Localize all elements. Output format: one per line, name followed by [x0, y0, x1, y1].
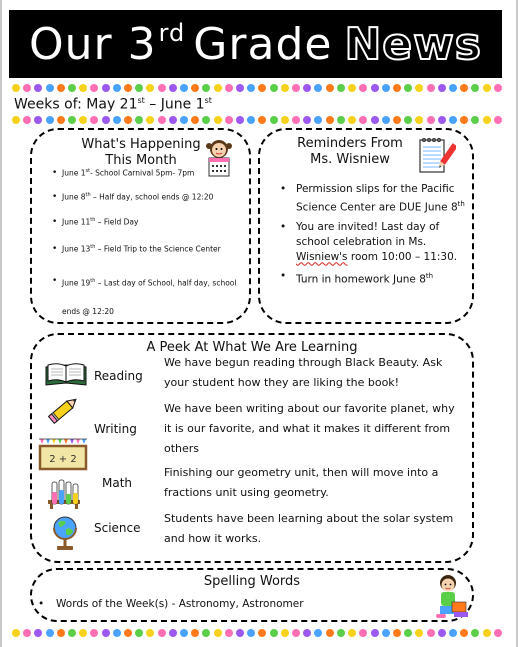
decorative-dot [214, 629, 222, 637]
decorative-dot [483, 84, 491, 92]
decorative-dot [102, 116, 110, 124]
spelling-item: • Words of the Week(s) - Astronomy, Astronomer [38, 598, 304, 610]
decorative-dot [225, 84, 233, 92]
decorative-dot [449, 629, 457, 637]
decorative-dot [348, 629, 356, 637]
decorative-dot [438, 116, 446, 124]
decorative-dot [427, 84, 435, 92]
decorative-dot [68, 84, 76, 92]
decorative-dot [427, 116, 435, 124]
decorative-dot [270, 629, 278, 637]
decorative-dot [102, 84, 110, 92]
weeks-end: June 1 [160, 96, 205, 113]
decorative-dot [393, 84, 401, 92]
happening-item-date: June 1 [62, 168, 86, 178]
happening-item-sup: st [85, 168, 91, 174]
newsletter-header [9, 10, 502, 78]
decorative-dot [348, 116, 356, 124]
decorative-dot [281, 84, 289, 92]
decorative-dot [79, 629, 87, 637]
decorative-dot [180, 116, 188, 124]
decorative-dot [460, 116, 468, 124]
whats-happening-title [76, 137, 206, 169]
decorative-dot [258, 84, 266, 92]
decorative-dot [382, 116, 390, 124]
decorative-dot [23, 84, 31, 92]
decorative-dot [191, 84, 199, 92]
decorative-dot [68, 116, 76, 124]
decorative-dot [225, 629, 233, 637]
decorative-dot [158, 116, 166, 124]
reminder-item [280, 269, 466, 288]
happening-item-sup: th [90, 243, 96, 250]
decorative-dot [90, 84, 98, 92]
decorative-dot [90, 116, 98, 124]
decorative-dot [46, 84, 54, 92]
decorative-dot [393, 629, 401, 637]
decorative-dot [460, 629, 468, 637]
decorative-dot [214, 116, 222, 124]
globe-icon [50, 513, 80, 553]
reminder-sup: th [425, 271, 434, 280]
decorative-dot [34, 84, 42, 92]
reminder-time: room 10:00 – 11:30. [347, 250, 458, 263]
spelling-list [38, 598, 304, 610]
open-book-icon [44, 361, 88, 387]
decorative-dot [34, 629, 42, 637]
happening-item [52, 217, 248, 227]
decorative-dot [57, 629, 65, 637]
decorative-dot [494, 84, 502, 92]
reminder-text: You are invited! Last day of school celebration in Ms. [296, 220, 440, 248]
happening-item-date: June 19 [62, 278, 91, 288]
decorative-dot [146, 116, 154, 124]
decorative-dot [494, 116, 502, 124]
decorative-dot [270, 116, 278, 124]
title-superscript: rd [158, 18, 186, 47]
whats-happening-title-line1: What's Happening [81, 137, 201, 152]
decorative-dot [471, 116, 479, 124]
decorative-dot [326, 84, 334, 92]
decorative-dot [359, 629, 367, 637]
decorative-dot [337, 84, 345, 92]
newsletter-title [29, 19, 482, 70]
decorative-dot [158, 84, 166, 92]
decorative-dot [449, 84, 457, 92]
spelling-title: Spelling Words [203, 574, 301, 589]
chalkboard-icon [38, 437, 88, 471]
decorative-dot [483, 629, 491, 637]
decorative-dot [314, 629, 322, 637]
decorative-dot [169, 116, 177, 124]
chalkboard-equation: 2 + 2 [49, 454, 77, 465]
dot-border-top [12, 83, 502, 93]
whats-happening-title-line2: This Month [105, 153, 177, 168]
decorative-dot [281, 116, 289, 124]
decorative-dot [236, 629, 244, 637]
decorative-dot [359, 116, 367, 124]
weeks-label: Weeks of [14, 96, 78, 113]
weeks-end-sup: st [204, 96, 212, 105]
reminder-name: Wisniew's [296, 250, 348, 263]
decorative-dot [180, 84, 188, 92]
reminder-item [280, 220, 466, 265]
decorative-dot [202, 84, 210, 92]
decorative-dot [90, 629, 98, 637]
decorative-dot [23, 116, 31, 124]
decorative-dot [46, 116, 54, 124]
happening-item-text: – Field Day [95, 217, 139, 227]
dot-border-bottom [12, 628, 502, 638]
decorative-dot [180, 629, 188, 637]
decorative-dot [57, 116, 65, 124]
weeks-dash: – [144, 96, 161, 113]
decorative-dot [314, 116, 322, 124]
decorative-dot [483, 116, 491, 124]
decorative-dot [371, 84, 379, 92]
math-label: Math [102, 476, 133, 490]
decorative-dot [494, 629, 502, 637]
spelling-box [30, 568, 474, 622]
decorative-dot [79, 84, 87, 92]
decorative-dot [135, 629, 143, 637]
math-text: Finishing our geometry unit, then will move into a fractions unit using geometry. [164, 466, 439, 499]
decorative-dot [12, 629, 20, 637]
happening-item [52, 168, 248, 178]
weeks-start-sup: st [137, 96, 145, 105]
decorative-dot [68, 629, 76, 637]
happening-item-date: June 8 [62, 192, 86, 201]
weeks-start: May 21 [86, 96, 138, 113]
decorative-dot [124, 84, 132, 92]
decorative-dot [202, 629, 210, 637]
reminders-title-line2: Ms. Wisniew [310, 152, 390, 167]
happening-item [52, 267, 248, 326]
whats-happening-box [30, 128, 251, 324]
decorative-dot [292, 629, 300, 637]
science-label: Science [94, 521, 141, 535]
decorative-dot [314, 84, 322, 92]
decorative-dot [415, 84, 423, 92]
decorative-dot [247, 629, 255, 637]
decorative-dot [191, 116, 199, 124]
decorative-dot [427, 629, 435, 637]
happening-item [52, 244, 248, 254]
title-part-news: News [344, 18, 482, 70]
decorative-dot [438, 629, 446, 637]
decorative-dot [460, 84, 468, 92]
decorative-dot [415, 629, 423, 637]
decorative-dot [202, 116, 210, 124]
title-part-grade: Grade [193, 18, 333, 70]
decorative-dot [158, 629, 166, 637]
happening-item-text: – Last day of School, half day, school ends @ 12:20 [62, 278, 237, 316]
happening-list [52, 168, 248, 326]
decorative-dot [146, 84, 154, 92]
decorative-dot [449, 116, 457, 124]
learning-box [30, 333, 474, 563]
decorative-dot [471, 629, 479, 637]
decorative-dot [303, 629, 311, 637]
happening-item-date: June 11 [62, 217, 91, 227]
decorative-dot [337, 116, 345, 124]
decorative-dot [57, 84, 65, 92]
decorative-dot [191, 629, 199, 637]
decorative-dot [135, 84, 143, 92]
reminders-list [280, 182, 466, 291]
title-part-our: Our 3 [29, 18, 157, 70]
happening-item-date: June 13 [62, 244, 91, 253]
decorative-dot [225, 116, 233, 124]
reading-text: We have begun reading through Black Beauty. Ask your student how they are liking the book! [164, 356, 443, 389]
decorative-dot [79, 116, 87, 124]
decorative-dot [247, 84, 255, 92]
decorative-dot [359, 84, 367, 92]
decorative-dot [12, 84, 20, 92]
reminder-sup: th [457, 200, 465, 208]
pencil-icon [46, 393, 82, 427]
decorative-dot [371, 116, 379, 124]
test-tubes-icon [46, 476, 82, 510]
decorative-dot [169, 84, 177, 92]
decorative-dot [303, 116, 311, 124]
happening-item-sup: th [90, 217, 96, 223]
decorative-dot [303, 84, 311, 92]
decorative-dot [214, 84, 222, 92]
decorative-dot [113, 629, 121, 637]
happening-item [52, 192, 248, 202]
dot-border-upper [12, 115, 502, 125]
decorative-dot [382, 629, 390, 637]
reminders-box [258, 128, 474, 324]
decorative-dot [135, 116, 143, 124]
reminder-item [280, 182, 466, 216]
decorative-dot [404, 116, 412, 124]
decorative-dot [258, 116, 266, 124]
decorative-dot [247, 116, 255, 124]
reminders-title-line1: Reminders From [297, 136, 403, 151]
decorative-dot [113, 84, 121, 92]
happening-item-text: - School Carnival 5pm- 7pm [90, 168, 195, 178]
decorative-dot [404, 84, 412, 92]
decorative-dot [371, 629, 379, 637]
happening-item-sup: th [85, 191, 91, 198]
decorative-dot [169, 629, 177, 637]
decorative-dot [348, 84, 356, 92]
decorative-dot [471, 84, 479, 92]
learning-title: A Peek At What We Are Learning [146, 340, 358, 355]
boy-reading-icon [430, 572, 470, 622]
decorative-dot [146, 629, 154, 637]
weeks-colon: : [77, 96, 87, 113]
reading-label: Reading [94, 369, 143, 383]
decorative-dot [102, 629, 110, 637]
decorative-dot [113, 116, 121, 124]
decorative-dot [326, 116, 334, 124]
decorative-dot [393, 116, 401, 124]
reminder-text: Permission slips for the Pacific Science Center are DUE June 8 [296, 183, 458, 214]
decorative-dot [258, 629, 266, 637]
happening-item-text: – Half day, school ends @ 12:20 [90, 192, 214, 201]
happening-item-text: – Field Trip to the Science Center [95, 244, 221, 253]
decorative-dot [438, 84, 446, 92]
decorative-dot [415, 116, 423, 124]
decorative-dot [382, 84, 390, 92]
decorative-dot [292, 116, 300, 124]
decorative-dot [404, 629, 412, 637]
decorative-dot [292, 84, 300, 92]
decorative-dot [34, 116, 42, 124]
weeks-of-line [14, 96, 212, 113]
writing-text: We have been writing about our favorite planet, why it is our favorite, and what it makes it different from others [164, 402, 455, 455]
decorative-dot [270, 84, 278, 92]
notepad-pencil-icon [416, 134, 456, 178]
decorative-dot [23, 629, 31, 637]
happening-item-sup: th [90, 278, 96, 284]
decorative-dot [281, 629, 289, 637]
decorative-dot [236, 116, 244, 124]
decorative-dot [236, 84, 244, 92]
decorative-dot [124, 629, 132, 637]
science-text: Students have been learning about the solar system and how it works. [164, 512, 454, 545]
decorative-dot [46, 629, 54, 637]
reminder-text: Turn in homework June 8 [296, 273, 426, 285]
reminders-title [280, 136, 420, 168]
decorative-dot [124, 116, 132, 124]
writing-label: Writing [94, 422, 137, 436]
decorative-dot [12, 116, 20, 124]
decorative-dot [337, 629, 345, 637]
decorative-dot [326, 629, 334, 637]
